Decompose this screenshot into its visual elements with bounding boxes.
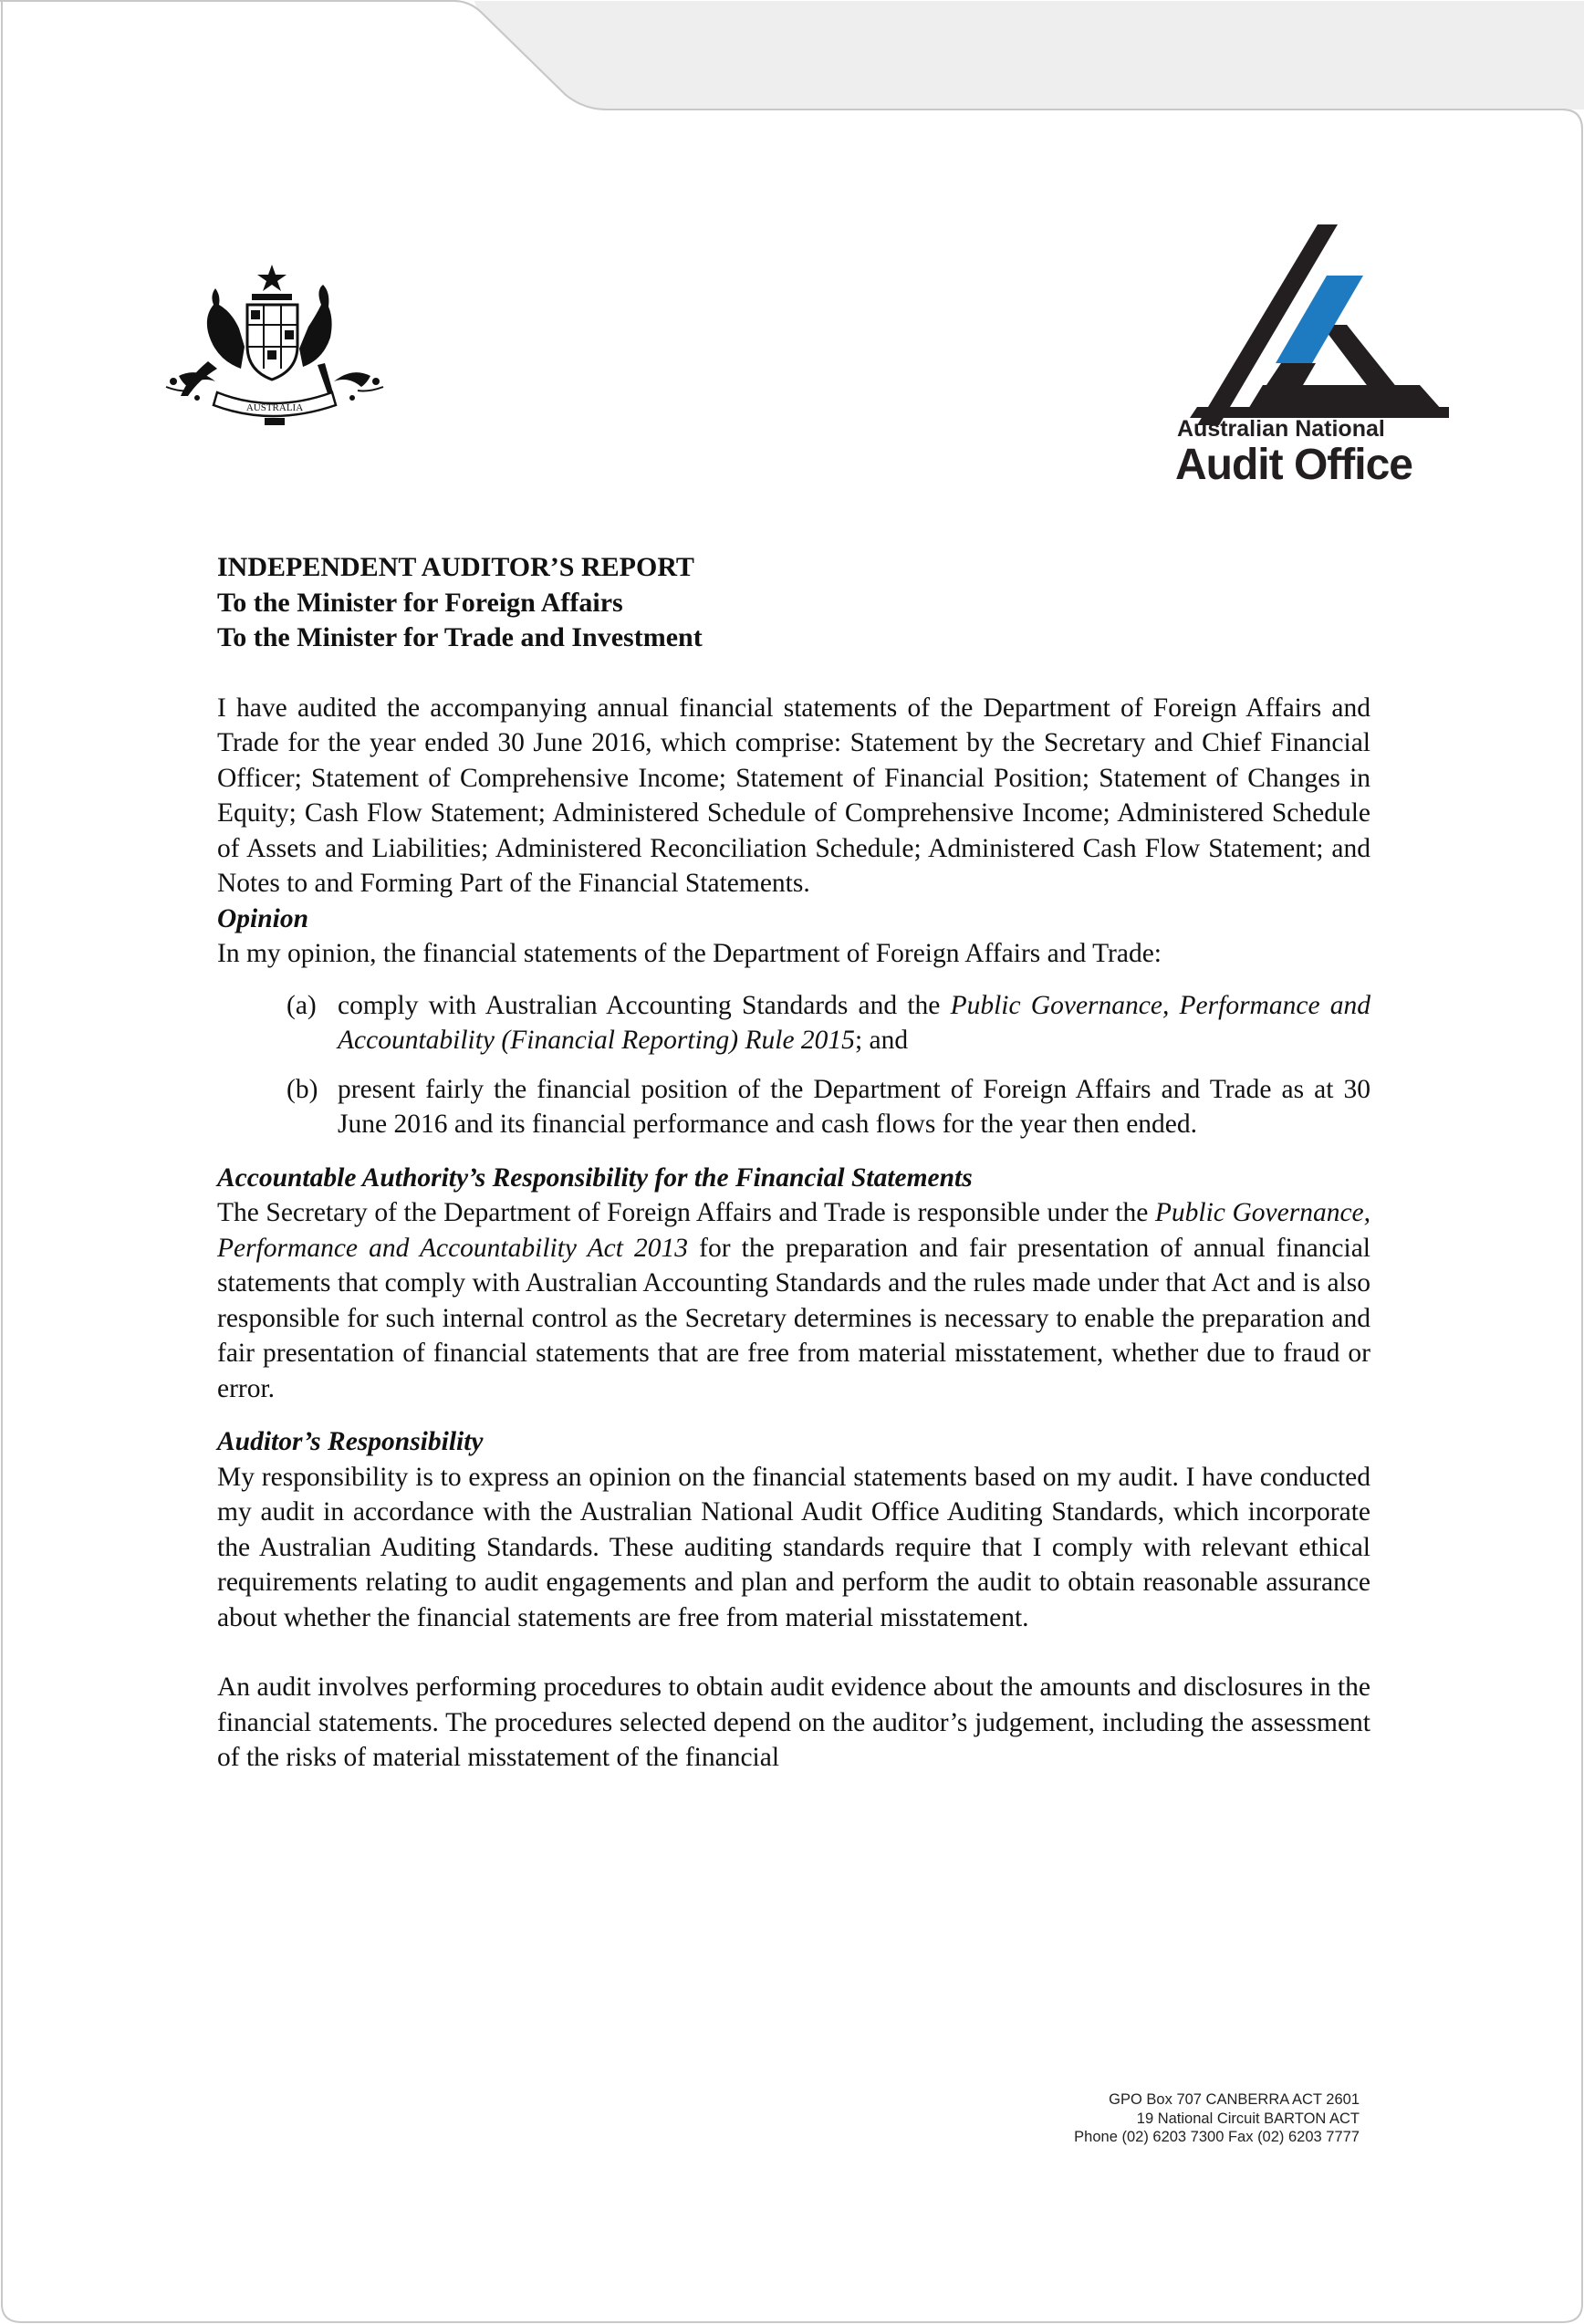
opinion-item-a-rule: Public Governance, Performance and Accountability (Financial Reporting) Rule 2015 bbox=[338, 990, 1370, 1055]
accountable-text-end: for the preparation and fair presentation of annual financial statements that comply with Australian Accounting Standards and the rules made under that Act and is also responsible for such internal control as the Secretary determines is necessary to enable the preparation and fair presentation of financial statements that are free from material misstatement, whether due to fraud or error. bbox=[217, 1233, 1370, 1403]
opinion-item-a-text: comply with Australian Accounting Standards and the bbox=[338, 990, 951, 1020]
anao-name-line-1: Australian National bbox=[1177, 416, 1385, 442]
anao-name-line-2: Audit Office bbox=[1175, 441, 1412, 489]
addressee-trade-investment: To the Minister for Trade and Investment bbox=[217, 622, 703, 652]
footer-street: 19 National Circuit BARTON ACT bbox=[1136, 2110, 1360, 2127]
accountable-heading: Accountable Authority’s Responsibility for the Financial Statements bbox=[217, 1162, 973, 1193]
report-title: INDEPENDENT AUDITOR’S REPORT bbox=[217, 552, 694, 582]
opinion-heading: Opinion bbox=[217, 903, 309, 933]
coat-of-arms-icon bbox=[161, 259, 389, 432]
list-marker-b: (b) bbox=[287, 1074, 318, 1104]
crest-scroll-label: AUSTRALIA bbox=[245, 402, 304, 413]
auditor-paragraph-1: My responsibility is to express an opinion on the financial statements based on my audit. I have conducted my audit in accordance with the Australian National Audit Office Auditing Standards, which incorporate the Australian Auditing Standards. These auditing standards require that I comply with relevant ethical requirements relating to audit engagements and plan and perform the audit to obtain reasonable assurance about whether the financial statements are free from material misstatement. bbox=[217, 1462, 1370, 1632]
addressee-foreign-affairs: To the Minister for Foreign Affairs bbox=[217, 587, 623, 618]
accountable-paragraph bbox=[217, 1195, 1370, 1406]
auditor-heading: Auditor’s Responsibility bbox=[217, 1427, 484, 1456]
intro-paragraph: I have audited the accompanying annual financial statements of the Department of Foreign Affairs and Trade for the year ended 30 June 2016, which comprise: Statement by the Secretary and Chief Financial Officer; Statement of Comprehensive Income; Statement of Financial Position; Statement of Changes in Equity; Cash Flow Statement; Administered Schedule of Comprehensive Income; Administered Schedule of Assets and Liabilities; Administered Reconciliation Schedule; Administered Cash Flow Statement; and Notes to and Forming Part of the Financial Statements. bbox=[217, 693, 1370, 898]
accountable-act-name: Public Governance, Performance and Accountability Act 2013 bbox=[217, 1198, 1371, 1263]
footer-address bbox=[1074, 2090, 1360, 2147]
list-item bbox=[217, 1072, 1370, 1142]
auditor-paragraph-2: An audit involves performing procedures to obtain audit evidence about the amounts and disclosures in the financial statements. The procedures selected depend on the auditor’s judgement, including the assessment of the risks of material misstatement of the financial bbox=[217, 1673, 1370, 1772]
opinion-list bbox=[217, 988, 1370, 1142]
list-item bbox=[217, 988, 1370, 1058]
opinion-item-a-end: ; and bbox=[854, 1026, 909, 1055]
list-marker-a: (a) bbox=[287, 990, 317, 1020]
footer-po-box: GPO Box 707 CANBERRA ACT 2601 bbox=[1109, 2091, 1360, 2108]
footer-phone-fax: Phone (02) 6203 7300 Fax (02) 6203 7777 bbox=[1074, 2129, 1360, 2145]
opinion-lead: In my opinion, the financial statements of the Department of Foreign Affairs and Trade: bbox=[217, 939, 1162, 968]
opinion-item-b: present fairly the financial position of the Department of Foreign Affairs and Trade as at 30 June 2016 and its financial performance and cash flows for the year then ended. bbox=[338, 1074, 1370, 1139]
opinion-item-a bbox=[338, 988, 1370, 1058]
addressee-block bbox=[217, 586, 1370, 656]
accountable-text-start: The Secretary of the Department of Foreign Affairs and Trade is responsible under the bbox=[217, 1198, 1155, 1227]
report-body bbox=[217, 550, 1370, 1776]
